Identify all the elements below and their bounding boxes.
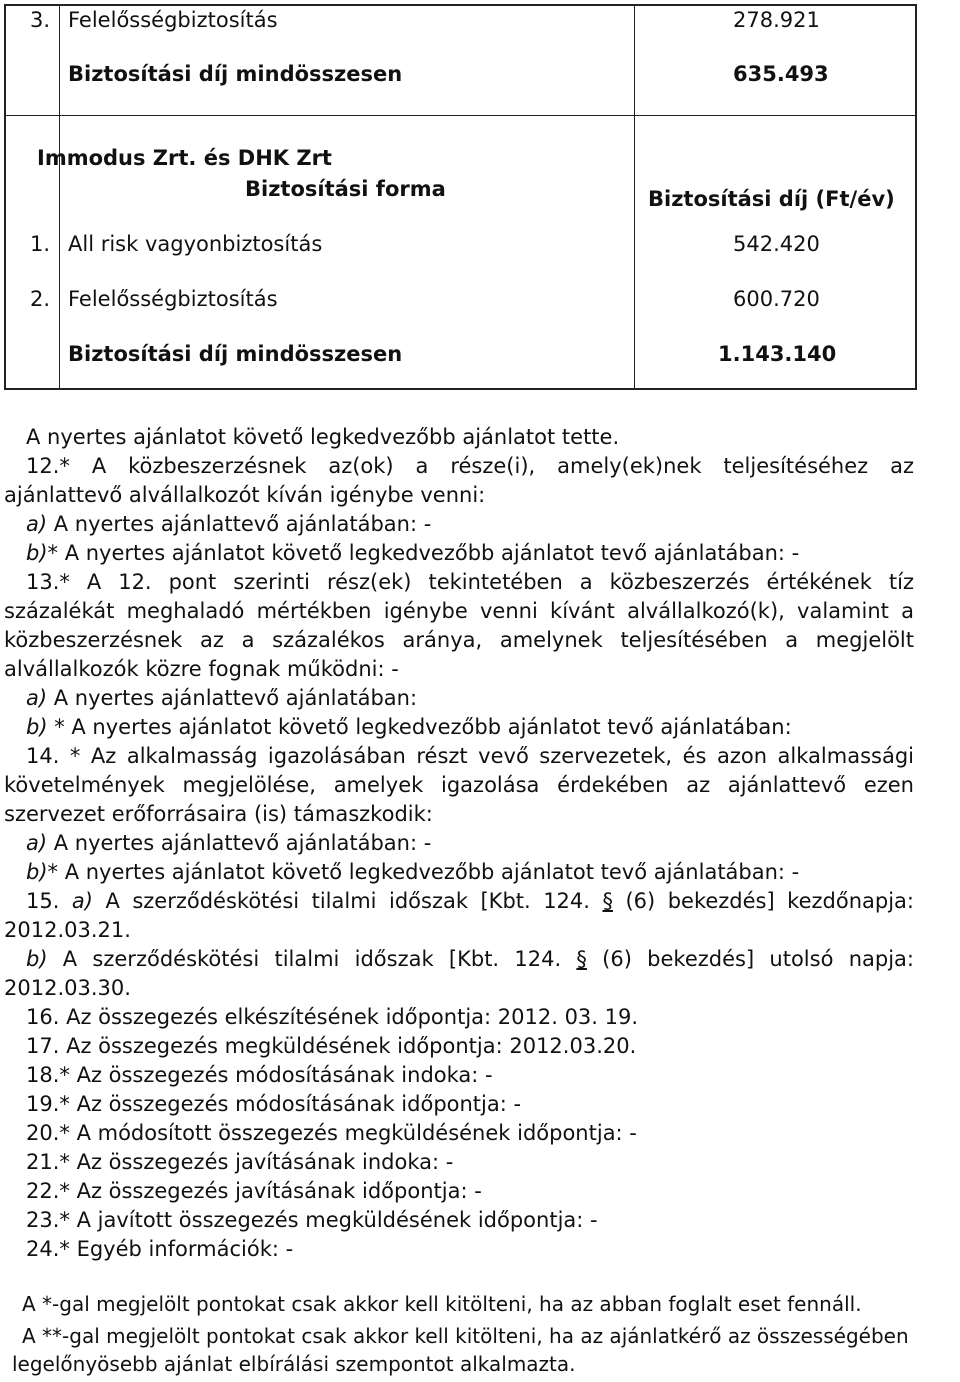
- row-number: 2.: [30, 287, 51, 311]
- section-15-a: [26, 889, 914, 914]
- row-label: Felelősségbiztosítás: [68, 8, 278, 32]
- option-a-marker: a): [71, 889, 93, 913]
- column-header-fee: Biztosítási díj (Ft/év): [648, 187, 895, 211]
- section-14-a: [26, 831, 431, 856]
- row-number: 3.: [30, 8, 51, 32]
- option-a-text: A nyertes ajánlattevő ajánlatában:: [47, 686, 418, 710]
- winner-note: A nyertes ajánlatot követő legkedvezőbb ajánlatot tette.: [26, 425, 620, 449]
- option-b-marker: b): [26, 541, 48, 565]
- section-13-line: 13.* A 12. pont szerinti rész(ek) tekintetében a közbeszerzés értékének tíz: [26, 570, 914, 594]
- list-item: 17. Az összegezés megküldésének időpontja: 2012.03.20.: [26, 1034, 637, 1058]
- option-a-marker: a): [26, 686, 48, 710]
- row-label: Felelősségbiztosítás: [68, 287, 278, 311]
- section-13-line: alvállalkozók közre fognak működni: -: [4, 657, 399, 681]
- option-a-text: A nyertes ajánlattevő ajánlatában: -: [47, 831, 432, 855]
- list-item: 19.* Az összegezés módosításának időpontja: -: [26, 1092, 522, 1116]
- section-13-line: közbeszerzésnek az a százalékos aránya, amelynek teljesítésében a megjelölt: [4, 628, 914, 652]
- list-item: 16. Az összegezés elkészítésének időpontja: 2012. 03. 19.: [26, 1005, 639, 1029]
- column-header-form: Biztosítási forma: [245, 177, 446, 201]
- footnote-double-star-cont: legelőnyösebb ajánlat elbírálási szempontot alkalmazta.: [12, 1352, 576, 1376]
- option-a-marker: a): [26, 512, 48, 536]
- section-15-b-text-end: (6) bekezdés] utolsó napja:: [586, 947, 914, 971]
- total-label: Biztosítási díj mindösszesen: [68, 62, 403, 86]
- list-item: 22.* Az összegezés javításának időpontja: -: [26, 1179, 482, 1203]
- section-15-number: 15.: [26, 889, 72, 913]
- row-value: 542.420: [733, 232, 820, 256]
- section-15-a-date: 2012.03.21.: [4, 918, 131, 942]
- list-item: 20.* A módosított összegezés megküldésének időpontja: -: [26, 1121, 637, 1145]
- option-a-marker: a): [26, 831, 48, 855]
- table-divider: [59, 4, 60, 390]
- section-12-line: ajánlattevő alvállalkozót kíván igénybe venni:: [4, 483, 486, 507]
- list-item: 18.* Az összegezés módosításának indoka: -: [26, 1063, 493, 1087]
- option-b-text: * A nyertes ajánlatot követő legkedvezőbb ajánlatot tevő ajánlatában:: [47, 715, 792, 739]
- section-13-a: [26, 686, 417, 711]
- section-12-b: [26, 541, 799, 566]
- option-b-text: * A nyertes ajánlatot követő legkedvezőbb ajánlatot tevő ajánlatában: -: [47, 541, 800, 565]
- total-value: 635.493: [733, 62, 829, 86]
- row-value: 600.720: [733, 287, 820, 311]
- row-label: All risk vagyonbiztosítás: [68, 232, 323, 256]
- row-value: 278.921: [733, 8, 820, 32]
- option-b-marker: b): [26, 947, 48, 971]
- total-value: 1.143.140: [718, 342, 837, 366]
- section-15-a-text: A szerződéskötési tilalmi időszak [Kbt. 124.: [92, 889, 603, 913]
- section-14-line: szervezet erőforrásaira (is) támaszkodik:: [4, 802, 433, 826]
- section-14-line: 14. * Az alkalmasság igazolásában részt vevő szervezetek, és azon alkalmassági: [26, 744, 914, 768]
- list-item: 21.* Az összegezés javításának indoka: -: [26, 1150, 454, 1174]
- option-b-marker: b): [26, 860, 48, 884]
- section-15-b-text: A szerződéskötési tilalmi időszak [Kbt. 124.: [47, 947, 577, 971]
- section-15-a-text-end: (6) bekezdés] kezdőnapja:: [612, 889, 914, 913]
- section-15-b: [26, 947, 914, 972]
- table-divider: [4, 115, 917, 116]
- table-divider: [634, 4, 635, 390]
- section-13-b: [26, 715, 792, 740]
- option-b-marker: b): [26, 715, 48, 739]
- section-symbol: §: [602, 889, 613, 913]
- total-label: Biztosítási díj mindösszesen: [68, 342, 403, 366]
- row-number: 1.: [30, 232, 51, 256]
- footnote-single-star: A *-gal megjelölt pontokat csak akkor kell kitölteni, ha az abban foglalt eset fennáll.: [22, 1292, 862, 1316]
- list-item: 24.* Egyéb információk: -: [26, 1237, 294, 1261]
- section-12-line: 12.* A közbeszerzésnek az(ok) a része(i), amely(ek)nek teljesítéséhez az: [26, 454, 914, 478]
- section-15-b-date: 2012.03.30.: [4, 976, 131, 1000]
- section-13-line: százalékát meghaladó mértékben igénybe venni kívánt alvállalkozó(k), valamint a: [4, 599, 914, 623]
- option-b-text: * A nyertes ajánlatot követő legkedvezőbb ajánlatot tevő ajánlatában: -: [47, 860, 800, 884]
- company-name: Immodus Zrt. és DHK Zrt: [37, 146, 332, 170]
- section-symbol: §: [576, 947, 587, 971]
- section-12-a: [26, 512, 431, 537]
- footnote-double-star: A **-gal megjelölt pontokat csak akkor kell kitölteni, ha az ajánlatkérő az összességében: [22, 1324, 909, 1348]
- option-a-text: A nyertes ajánlattevő ajánlatában: -: [47, 512, 432, 536]
- section-14-b: [26, 860, 799, 885]
- list-item: 23.* A javított összegezés megküldésének időpontja: -: [26, 1208, 598, 1232]
- section-14-line: követelmények megjelölése, amelyek igazolása érdekében az ajánlattevő ezen: [4, 773, 914, 797]
